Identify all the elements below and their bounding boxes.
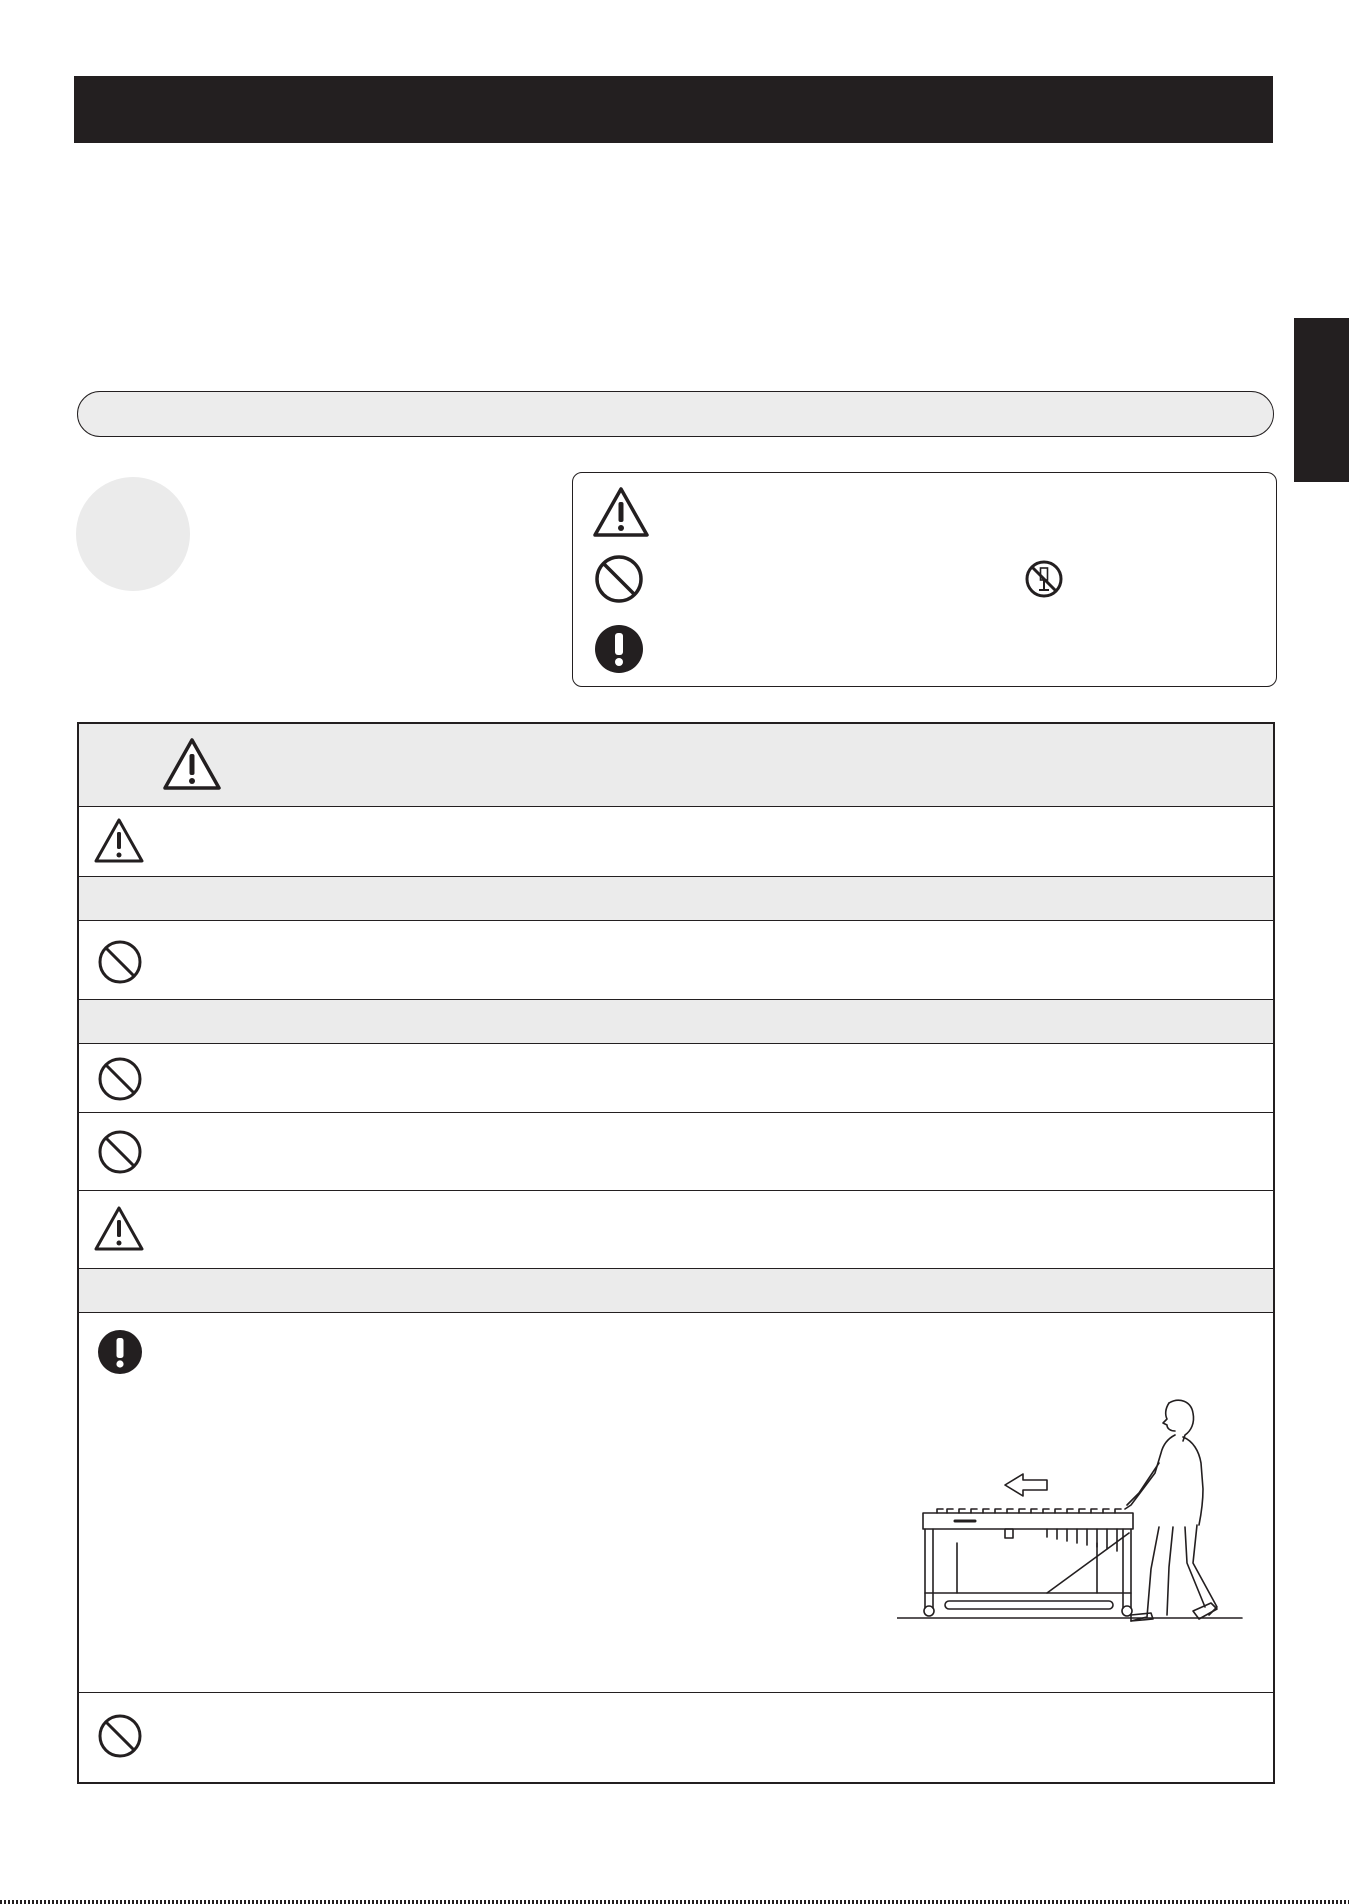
mandatory-action-icon: [593, 623, 645, 675]
warning-table-header: [79, 724, 1273, 807]
prohibition-icon: [97, 939, 143, 985]
warning-row: [79, 1191, 1273, 1269]
page-bottom-edge: [0, 1900, 1349, 1904]
warning-row: [79, 1113, 1273, 1191]
warning-triangle-icon: [591, 485, 651, 539]
do-not-disassemble-icon: [1024, 559, 1064, 599]
section-circle-marker: [76, 477, 190, 591]
warning-subheading: [79, 877, 1273, 921]
prohibition-icon: [97, 1713, 143, 1759]
prohibition-icon: [97, 1129, 143, 1175]
warning-triangle-icon: [161, 736, 223, 792]
warning-triangle-icon: [93, 1205, 145, 1253]
section-heading: [77, 391, 1274, 437]
warning-row: [79, 921, 1273, 1000]
warning-row: [79, 1313, 1273, 1693]
page-title-bar: [74, 76, 1273, 143]
warning-row: [79, 1693, 1273, 1782]
prohibition-icon: [593, 553, 645, 605]
mandatory-action-icon: [97, 1329, 143, 1375]
warning-row: [79, 1044, 1273, 1113]
warning-row: [79, 807, 1273, 877]
warning-table: [77, 722, 1275, 1784]
side-index-tab: [1294, 318, 1349, 482]
warning-subheading: [79, 1269, 1273, 1313]
warning-subheading: [79, 1000, 1273, 1044]
prohibition-icon: [97, 1056, 143, 1102]
warning-triangle-icon: [93, 817, 145, 865]
symbol-legend-box: [572, 472, 1277, 687]
person-pushing-cart-illustration: [897, 1393, 1247, 1633]
